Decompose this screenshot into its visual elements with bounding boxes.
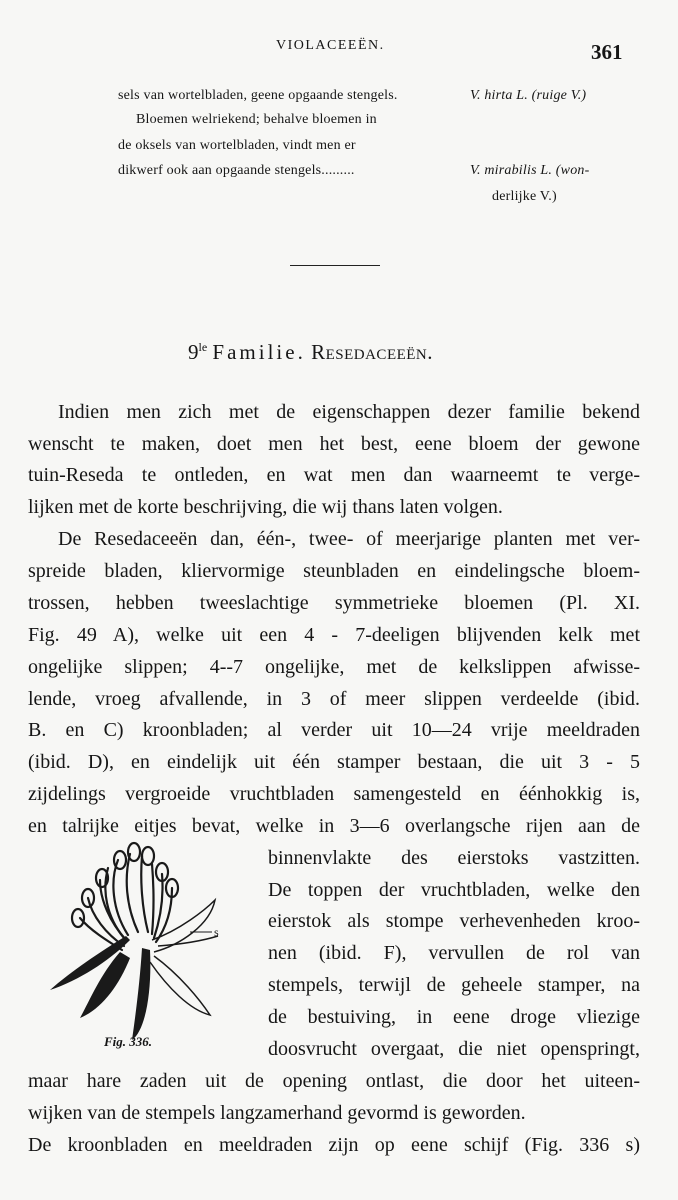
figure-label-s: s (214, 925, 219, 939)
key-line-2: Bloemen welriekend; behalve bloemen in (136, 112, 377, 127)
family-word: Familie. (212, 340, 306, 364)
text-line: lijken met de korte beschrijving, die wij thans laten volgen. (28, 496, 503, 518)
key-line-3: de oksels van wortelbladen, vindt men er (118, 138, 356, 153)
text-line: eierstok als stompe verhevenheden kroo- (268, 910, 640, 932)
text-line: nen (ibid. F), vervullen de rol van (268, 942, 640, 964)
text-line: trossen, hebben tweeslachtige symmetrieke bloemen (Pl. XI. (28, 592, 640, 614)
text-line: en talrijke eitjes bevat, welke in 3—6 overlangsche rijen aan de (28, 815, 640, 837)
figure-caption: Fig. 336. (104, 1034, 153, 1049)
family-number-suffix: le (198, 340, 208, 354)
key-line-4: dikwerf ook aan opgaande stengels......... (118, 163, 355, 178)
text-line: De toppen der vruchtbladen, welke den (268, 879, 640, 901)
text-line: Fig. 49 A), welke uit een 4 - 7-deeligen blijvenden kelk met (28, 624, 640, 646)
text-line: wijken van de stempels langzamerhand gevormd is geworden. (28, 1102, 526, 1124)
key-taxon-1: V. hirta L. (ruige V.) (470, 88, 587, 103)
text-line: spreide bladen, kliervormige steunbladen en eindelingsche bloem- (28, 560, 640, 582)
key-line-1: sels van wortelbladen, geene opgaande stengels. (118, 88, 398, 103)
family-heading (188, 340, 433, 365)
text-line: binnenvlakte des eierstoks vastzitten. (268, 847, 640, 869)
text-line: stempels, terwijl de geheele stamper, na (268, 974, 640, 996)
flower-illustration (40, 840, 265, 1045)
running-title: VIOLACEEËN. (276, 38, 385, 53)
text-line: wenscht te maken, doet men het best, eene bloem der gewone (28, 433, 640, 455)
text-line: ongelijke slippen; 4--7 ongelijke, met de kelkslippen afwisse- (28, 656, 640, 678)
text-line: De kroonbladen en meeldraden zijn op eene schijf (Fig. 336 s) (28, 1134, 640, 1156)
key-taxon-2-cont: derlijke V.) (492, 189, 557, 204)
text-line: lende, vroeg afvallende, in 3 of meer slippen verdeelde (ibid. (28, 688, 640, 710)
family-name: Resedaceeën. (311, 340, 434, 364)
text-line: maar hare zaden uit de opening ontlast, die door het uiteen- (28, 1070, 640, 1092)
section-divider (290, 265, 380, 266)
text-line: B. en C) kroonbladen; al verder uit 10—24 vrije meeldraden (28, 719, 640, 741)
text-line: (ibid. D), en eindelijk uit één stamper bestaan, die uit 3 - 5 (28, 751, 640, 773)
text-line: Indien men zich met de eigenschappen dezer familie bekend (58, 401, 640, 423)
page-number: 361 (591, 40, 623, 64)
text-line: doosvrucht overgaat, die niet openspringt, (268, 1038, 640, 1060)
text-line: zijdelings vergroeide vruchtbladen samengesteld en éénhokkig is, (28, 783, 640, 805)
text-line: De Resedaceeën dan, één-, twee- of meerjarige planten met ver- (58, 528, 640, 550)
text-line: tuin-Reseda te ontleden, en wat men dan waarneemt te verge- (28, 464, 640, 486)
key-taxon-2: V. mirabilis L. (won- (470, 163, 590, 178)
family-number: 9 (188, 340, 199, 364)
text-line: de bestuiving, in eene droge vliezige (268, 1006, 640, 1028)
